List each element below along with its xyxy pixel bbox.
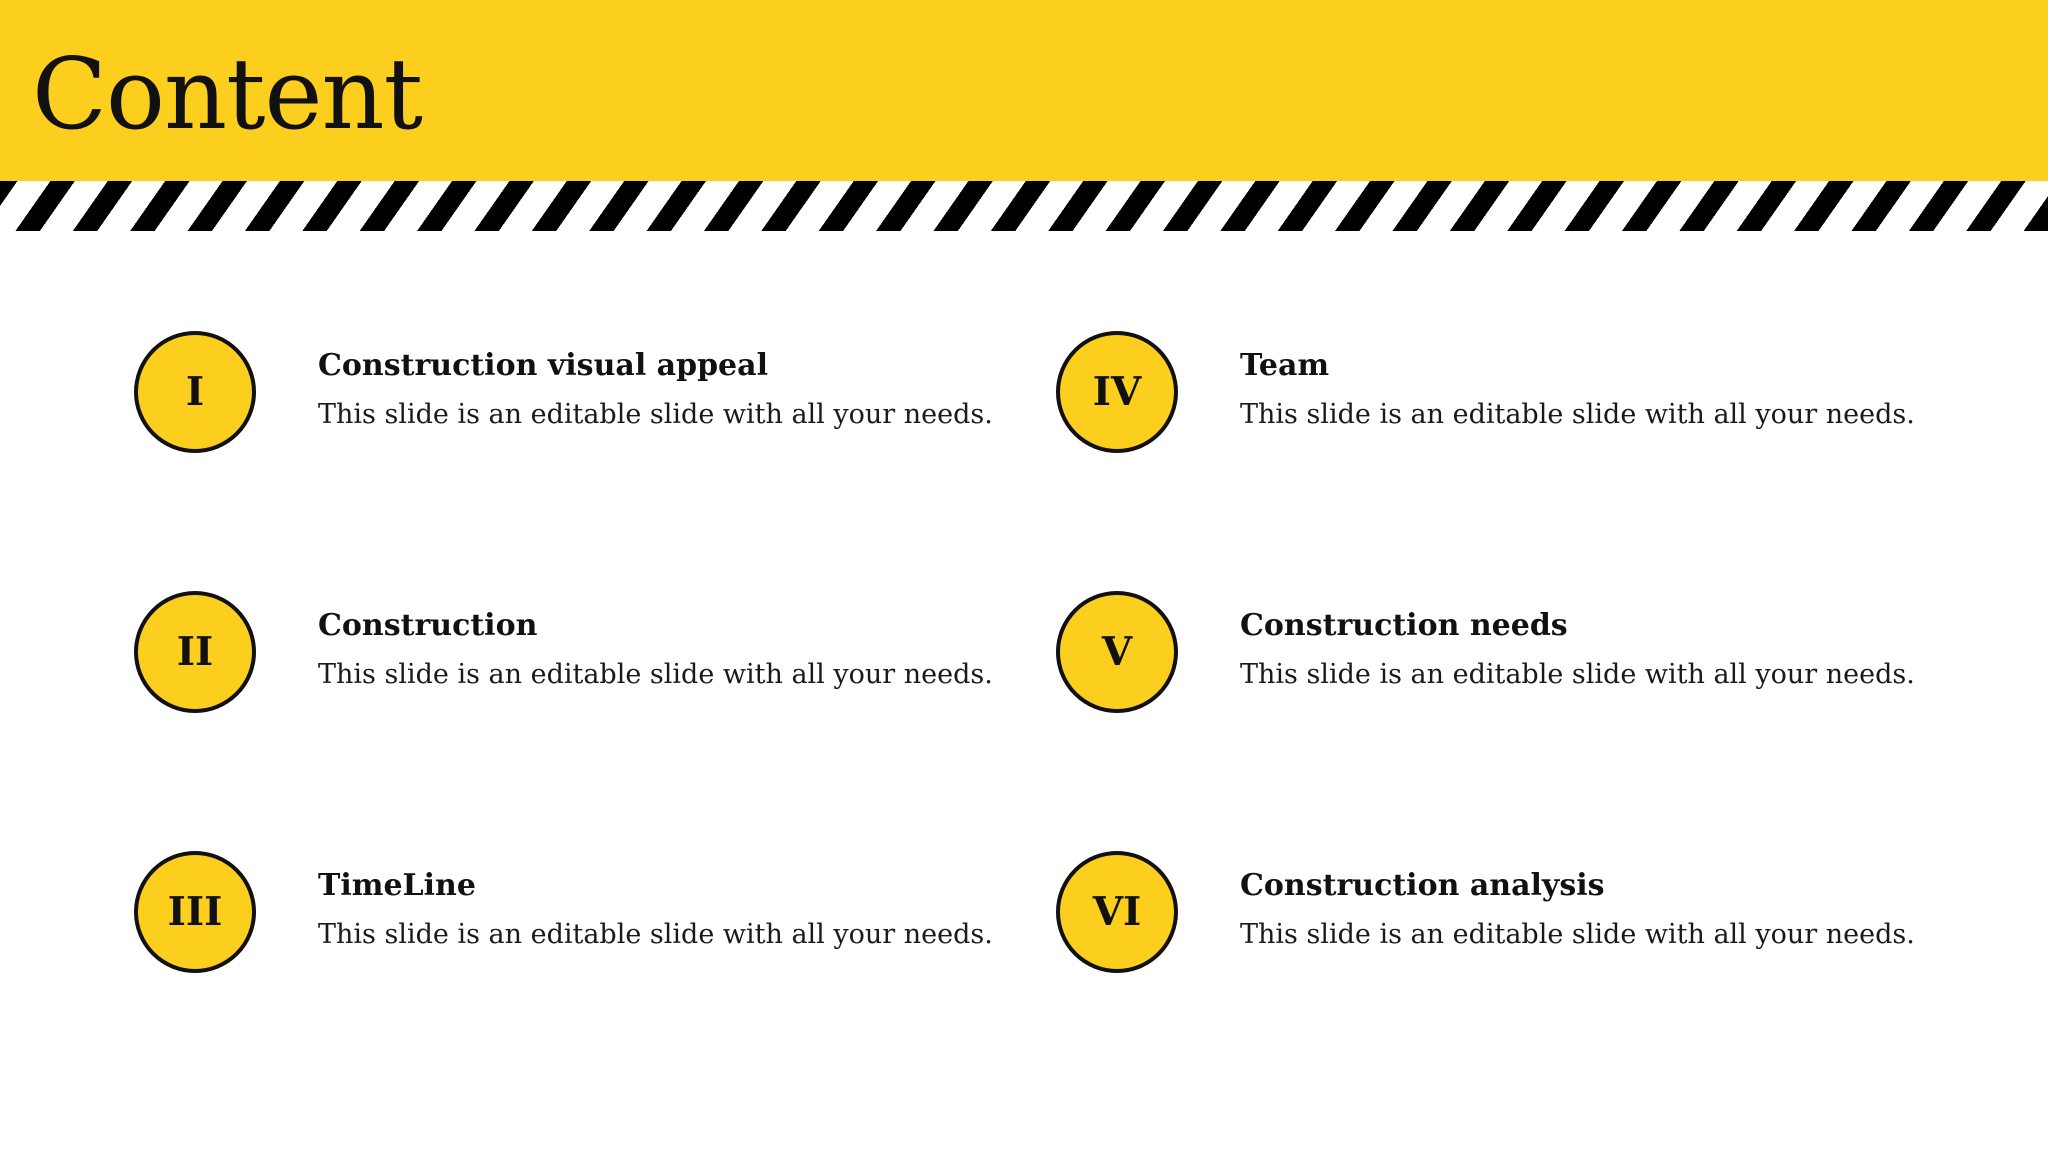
content-item	[134, 331, 1034, 461]
item-title: Team	[1240, 348, 1330, 383]
numeral-badge	[1056, 591, 1178, 713]
numeral-badge	[1056, 331, 1178, 453]
item-description: This slide is an editable slide with all your needs.	[1240, 399, 1915, 430]
content-item	[1056, 591, 1956, 721]
content-item	[1056, 851, 1956, 981]
content-item	[134, 851, 1034, 981]
numeral-label: VI	[1092, 888, 1142, 935]
numeral-badge	[134, 851, 256, 973]
item-description: This slide is an editable slide with all your needs.	[318, 399, 993, 430]
numeral-label: III	[167, 888, 223, 935]
page-title: Content	[32, 38, 422, 152]
item-title: Construction needs	[1240, 608, 1568, 643]
item-title: Construction visual appeal	[318, 348, 768, 383]
numeral-badge	[134, 591, 256, 713]
numeral-label: II	[176, 628, 214, 675]
item-description: This slide is an editable slide with all your needs.	[1240, 919, 1915, 950]
numeral-badge	[1056, 851, 1178, 973]
item-description: This slide is an editable slide with all your needs.	[318, 659, 993, 690]
item-description: This slide is an editable slide with all your needs.	[318, 919, 993, 950]
item-title: Construction	[318, 608, 538, 643]
numeral-label: IV	[1092, 368, 1142, 415]
numeral-label: V	[1101, 628, 1133, 675]
item-description: This slide is an editable slide with all your needs.	[1240, 659, 1915, 690]
item-title: TimeLine	[318, 868, 476, 903]
numeral-badge	[134, 331, 256, 453]
item-title: Construction analysis	[1240, 868, 1605, 903]
numeral-label: I	[185, 368, 205, 415]
content-item	[134, 591, 1034, 721]
hazard-stripe-divider	[0, 181, 2048, 231]
content-item	[1056, 331, 1956, 461]
header-band	[0, 0, 2048, 181]
